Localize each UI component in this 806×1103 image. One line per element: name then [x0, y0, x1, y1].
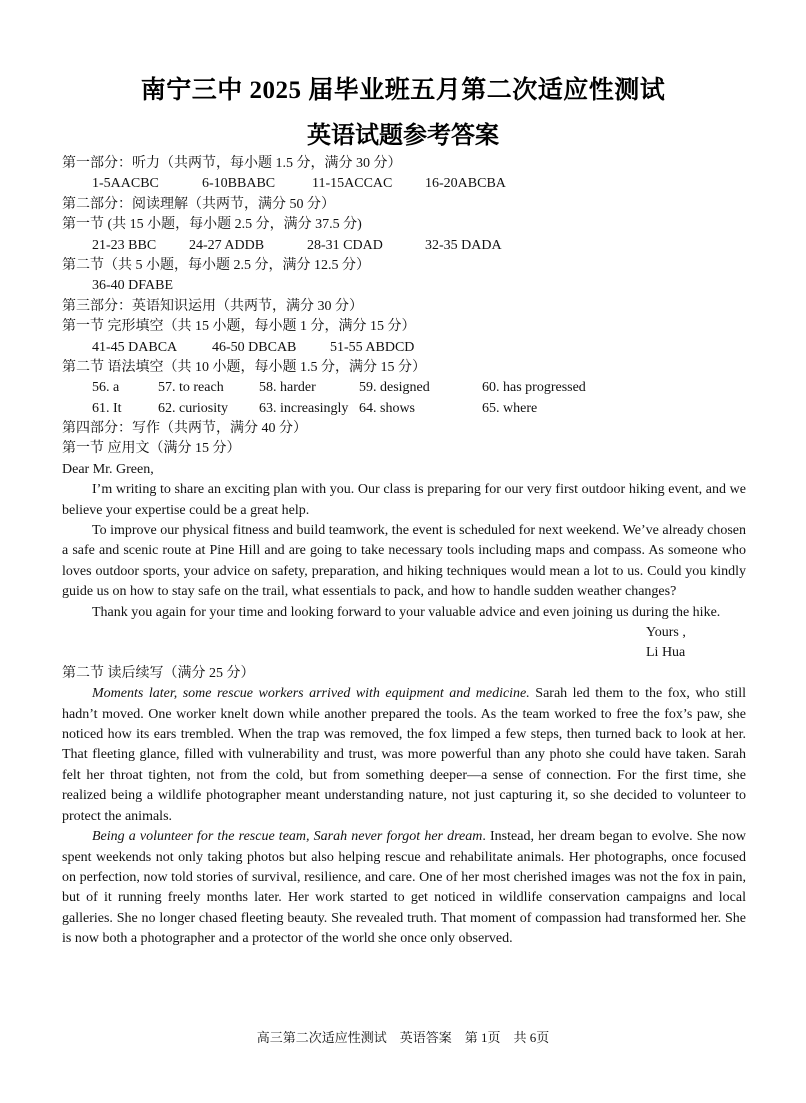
story-text: Sarah led them to the fox, who still hadn’t moved. One worker knelt down while another prepared the tools. As the team worked to free the fox’s paw, she noticed how its ears trembled. When the trap was removed, the fox limped a few steps, then turned back to look at her. That fleeting glance, filled with vulnerability and trust, was more powerful than any photo she could have taken. Sarah felt her throat tighten, not from the cold, but from something deeper—a sense of connection. For the first time, she realized being a wildlife photographer meant understanding nature, not just capturing it, so she decided to volunteer to protect the animals.	[62, 686, 747, 824]
answer-item: 57. to reach	[158, 380, 224, 396]
answer-group: 36-40 DFABE	[92, 278, 174, 294]
page-subtitle: 英语试题参考答案	[307, 123, 499, 149]
letter-paragraph: Thank you again for your time and looking forward to your valuable advice and even joining us during the hike.	[92, 604, 721, 620]
answer-item: 63. increasingly	[259, 400, 349, 416]
answer-body	[62, 154, 746, 950]
story-lead-sentence: Moments later, some rescue workers arrived with equipment and medicine.	[92, 686, 530, 702]
answer-group: 16-20ABCBA	[425, 176, 506, 192]
answer-group: 46-50 DBCAB	[212, 339, 297, 355]
answer-group: 24-27 ADDB	[189, 237, 265, 253]
answer-group: 41-45 DABCA	[92, 339, 178, 355]
part1-heading: 第一部分：听力（共两节，每小题 1.5 分，满分 30 分）	[62, 156, 402, 171]
part4-sec1-heading: 第一节 应用文（满分 15 分）	[62, 441, 241, 457]
part2-sec2-answers	[62, 276, 746, 296]
page-title: 南宁三中 2025 届毕业班五月第二次适应性测试	[140, 77, 666, 104]
part2-sec1-answers	[62, 236, 746, 256]
letter-closing: Yours ,	[646, 625, 686, 641]
part4-sec2-heading: 第二节 读后续写（满分 25 分）	[62, 665, 255, 681]
story-text: . Instead, her dream began to evolve. She now spent weekends not only taking photos but also helping rescue and rehabilitate animals. Her photographs, once focused on perfection, now told stories of survival, resilience, and care. One of her most cherished images was not the fox in pain, but of it running freely months later. Her work started to get noticed in wildlife conservation campaigns and local galleries. She no longer chased fleeting beauty. She revealed truth. That moment of compassion had transformed her. She is now both a photographer and a protector of the world she once only observed.	[62, 829, 747, 947]
part2-sec1-heading: 第一节 (共 15 小题，每小题 2.5 分，满分 37.5 分)	[62, 217, 362, 233]
answer-item: 61. It	[92, 400, 122, 416]
part1-answers	[62, 174, 746, 194]
story-paragraph	[62, 684, 746, 827]
part2-sec2-heading: 第二节（共 5 小题，每小题 2.5 分，满分 12.5 分）	[62, 257, 370, 273]
letter-paragraph: I’m writing to share an exciting plan with you. Our class is preparing for our very first outdoor hiking event, and we believe your expertise could be a great help.	[62, 482, 746, 518]
answer-group: 21-23 BBC	[92, 237, 157, 253]
answer-item: 58. harder	[259, 380, 316, 396]
answer-group: 51-55 ABDCD	[330, 339, 415, 355]
answer-group: 32-35 DADA	[425, 237, 502, 253]
answer-item: 64. shows	[359, 400, 416, 416]
part3-sec2-row2	[62, 399, 746, 419]
answer-item: 60. has progressed	[482, 380, 586, 396]
letter-signature: Li Hua	[646, 645, 686, 661]
letter-greeting: Dear Mr. Green,	[62, 461, 154, 477]
answer-group: 1-5AACBC	[92, 176, 159, 192]
answer-group: 11-15ACCAC	[312, 176, 393, 192]
story-paragraph	[62, 827, 746, 949]
part3-sec2-row1	[62, 378, 746, 398]
part3-heading: 第三部分：英语知识运用（共两节，满分 30 分）	[62, 298, 363, 314]
answer-item: 59. designed	[359, 380, 430, 396]
story-lead-sentence: Being a volunteer for the rescue team, Sarah never forgot her dream	[92, 829, 483, 845]
page-footer: 高三第二次适应性测试 英语答案 第 1页 共 6页	[256, 1030, 550, 1045]
answer-item: 65. where	[482, 400, 538, 416]
part3-sec1-answers	[62, 338, 746, 358]
answer-item: 56. a	[92, 380, 120, 396]
part4-heading: 第四部分：写作（共两节，满分 40 分）	[62, 421, 307, 437]
answer-group: 6-10BBABC	[202, 176, 276, 192]
part3-sec1-heading: 第一节 完形填空（共 15 小题，每小题 1 分，满分 15 分）	[62, 319, 416, 335]
part2-heading: 第二部分：阅读理解（共两节，满分 50 分）	[62, 196, 335, 212]
answer-item: 62. curiosity	[158, 400, 228, 416]
answer-group: 28-31 CDAD	[307, 237, 383, 253]
letter-paragraph: To improve our physical fitness and build teamwork, the event is scheduled for next weekend. We’ve already chosen a safe and scenic route at Pine Hill and are going to take necessary tools including maps and compass. As someone who loves outdoor sports, your advice on safety, preparation, and hiking techniques would mean a lot to us. Could you kindly guide us on how to stay safe on the trail, what essentials to pack, and how to handle sudden weather changes?	[62, 523, 746, 600]
part3-sec2-heading: 第二节 语法填空（共 10 小题，每小题 1.5 分，满分 15 分）	[62, 359, 426, 375]
